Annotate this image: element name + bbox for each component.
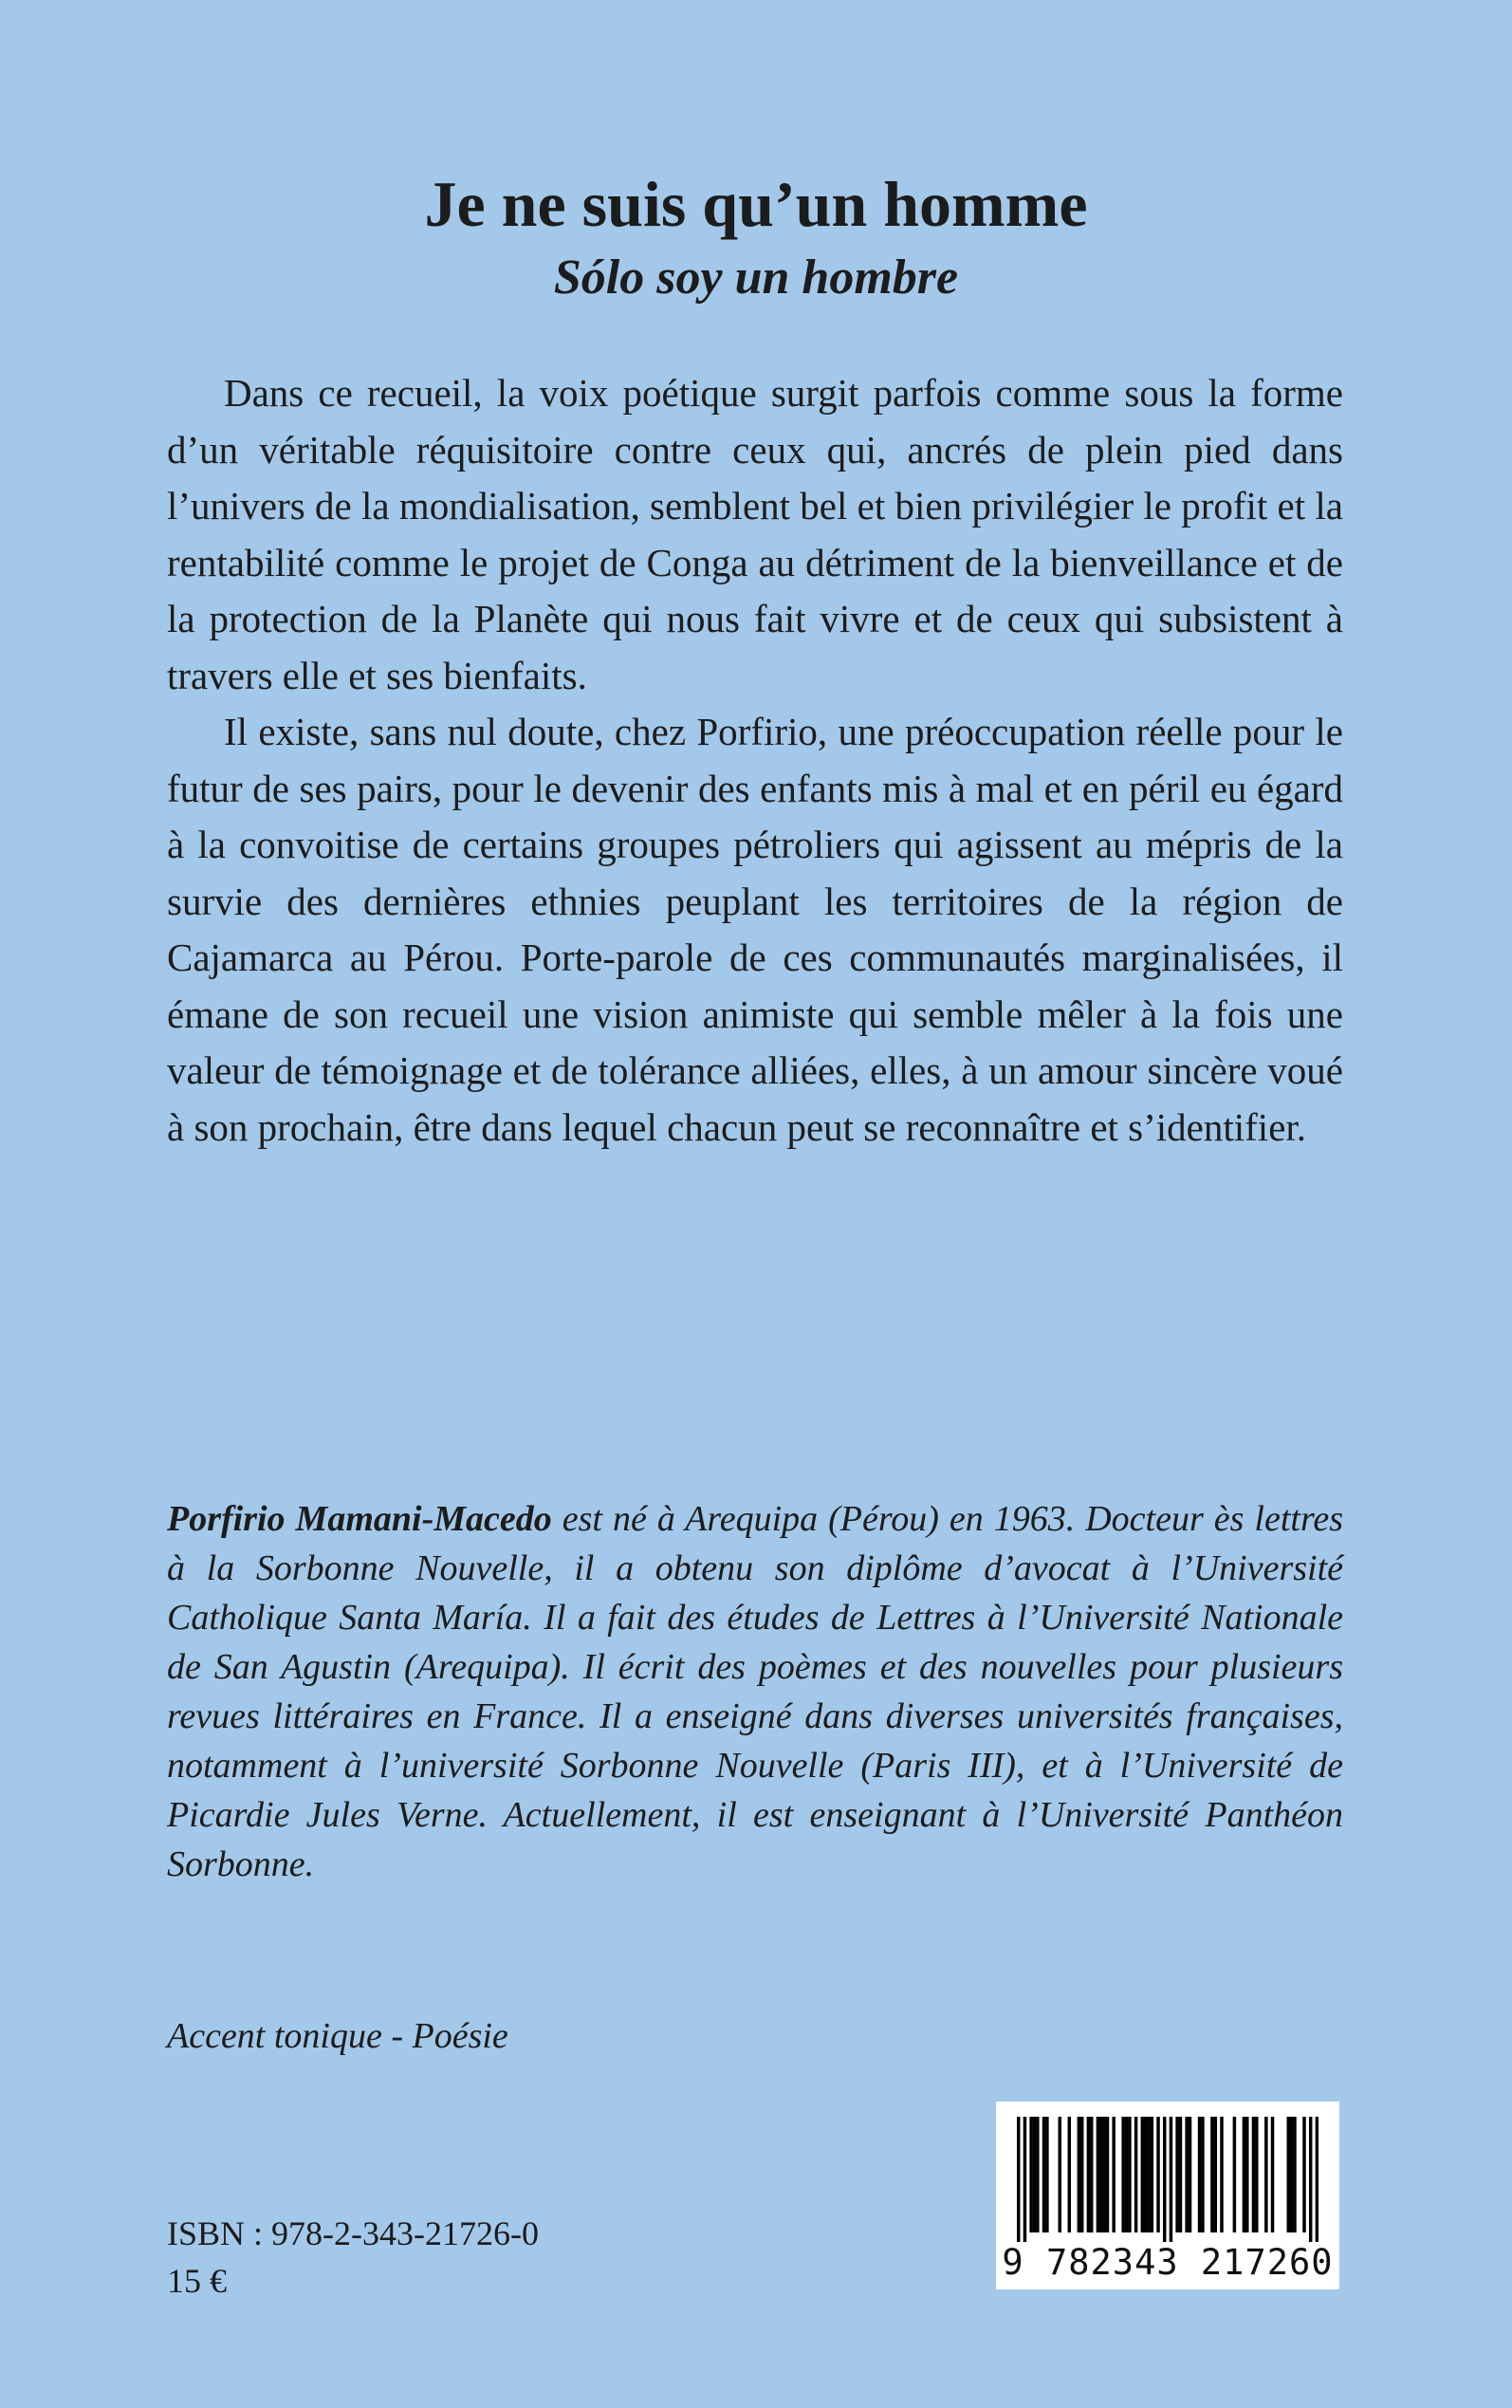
barcode-bar [1141, 2117, 1145, 2232]
barcode-bar [1106, 2117, 1110, 2232]
barcode-bar [1243, 2117, 1246, 2232]
barcode-bar [1170, 2117, 1173, 2242]
barcode-bar [1156, 2117, 1160, 2232]
barcode-bar [1293, 2117, 1297, 2232]
barcode-bar [1144, 2117, 1148, 2232]
barcode-bar [1087, 2117, 1091, 2232]
summary-paragraph-2: Il existe, sans nul doute, chez Porfirio, une préoccupation réelle pour le futur de ses pairs, pour le devenir des enfants mis à mal et en péril eu égard à la convoitise de certains groupes pétroliers qui agissent au mépris de la survie des dernières ethnies peuplant les territoires de la région de Cajamarca au Pérou. Porte-parole de ces communautés marginalisées, il émane de son recueil une vision animiste qui semble mêler à la fois une valeur de témoignage et de tolérance alliées, elles, à un amour sincère voué à son prochain, être dans lequel chacun peut se reconnaître et s’identifier. [167, 710, 1343, 1149]
book-summary [167, 365, 1343, 1156]
barcode-bar [1045, 2117, 1049, 2232]
barcode-bar [1245, 2117, 1249, 2232]
barcode-bar [1042, 2117, 1046, 2232]
barcode-bar [1201, 2117, 1205, 2232]
barcode-bar [1290, 2117, 1294, 2232]
barcode-bar [1099, 2117, 1103, 2232]
barcode-bar [1125, 2117, 1129, 2232]
barcode-bar [1078, 2117, 1081, 2232]
barcode-bar [1147, 2117, 1151, 2232]
barcode-bar [1271, 2117, 1275, 2232]
book-subtitle: Sólo soy un hombre [553, 250, 959, 305]
author-name: Porfirio Mamani-Macedo [167, 1499, 552, 1539]
barcode-bar [1059, 2117, 1062, 2232]
author-bio [167, 1494, 1343, 1889]
barcode-digits: 9 782343 217260 [1002, 2242, 1334, 2283]
barcode-bar [1033, 2117, 1037, 2232]
barcode-bar [1102, 2117, 1106, 2232]
barcode-bar [1090, 2117, 1094, 2232]
barcode-bar [1175, 2117, 1179, 2232]
barcode-bar [1036, 2117, 1040, 2232]
barcode-bar [1080, 2117, 1084, 2232]
barcode-bar [1179, 2117, 1183, 2232]
barcode-bar [1068, 2117, 1072, 2232]
isbn-text: ISBN : 978-2-343-21726-0 [167, 2214, 539, 2252]
barcode-bar [1210, 2117, 1214, 2232]
barcode-bar [1233, 2117, 1237, 2232]
barcode-bar [1151, 2117, 1154, 2232]
barcode-bar [1198, 2117, 1202, 2232]
barcode-bar [1112, 2117, 1116, 2232]
barcode-bar [1163, 2117, 1167, 2242]
barcode-bar [1121, 2117, 1125, 2232]
collection-label: Accent tonique - Poésie [167, 2016, 508, 2056]
barcode-bar [1185, 2117, 1189, 2232]
barcode [996, 2102, 1339, 2289]
barcode-bar [1220, 2117, 1224, 2232]
barcode-bar [1029, 2117, 1033, 2232]
barcode-bar [1316, 2117, 1318, 2242]
barcode-bar [1134, 2117, 1138, 2232]
author-bio-text: est né à Arequipa (Pérou) en 1963. Docteur ès lettres à la Sorbonne Nouvelle, il a obtenu son diplôme d’avocat à l’Université Catholique Santa María. Il a fait des études de Lettres à l’Université Nationale de San Agustin (Arequipa). Il écrit des poèmes et des nouvelles pour plusieurs revues littéraires en France. Il a enseigné dans diverses universités françaises, notamment à l’université Sorbonne Nouvelle (Paris III), et à l’Université de Picardie Jules Verne. Actuellement, il est enseignant à l’Université Panthéon Sorbonne. [167, 1499, 1343, 1884]
book-title: Je ne suis qu’un homme [424, 168, 1088, 240]
barcode-bar [1017, 2117, 1021, 2242]
price-text: 15 € [167, 2262, 227, 2300]
barcode-bar [1255, 2117, 1259, 2232]
barcode-bar [1252, 2117, 1256, 2232]
barcode-bar [1264, 2117, 1268, 2232]
barcode-bar [1023, 2117, 1027, 2242]
barcode-bars [1017, 2117, 1318, 2242]
barcode-bar [1287, 2117, 1291, 2232]
barcode-bar [1128, 2117, 1132, 2232]
barcode-bar [1097, 2117, 1100, 2232]
barcode-bar [1214, 2117, 1218, 2232]
summary-paragraph-1: Dans ce recueil, la voix poétique surgit parfois comme sous la forme d’un véritable réquisitoire contre ceux qui, ancrés de plein pied dans l’univers de la mondialisation, semblent bel et bien privilégier le profit et la rentabilité comme le projet de Conga au détriment de la bienveillance et de la protection de la Planète qui nous fait vivre et de ceux qui subsistent à travers elle et ses bienfaits. [167, 371, 1343, 697]
barcode-bar [1189, 2117, 1192, 2232]
barcode-bar [1302, 2117, 1306, 2232]
barcode-bar [1309, 2117, 1313, 2242]
